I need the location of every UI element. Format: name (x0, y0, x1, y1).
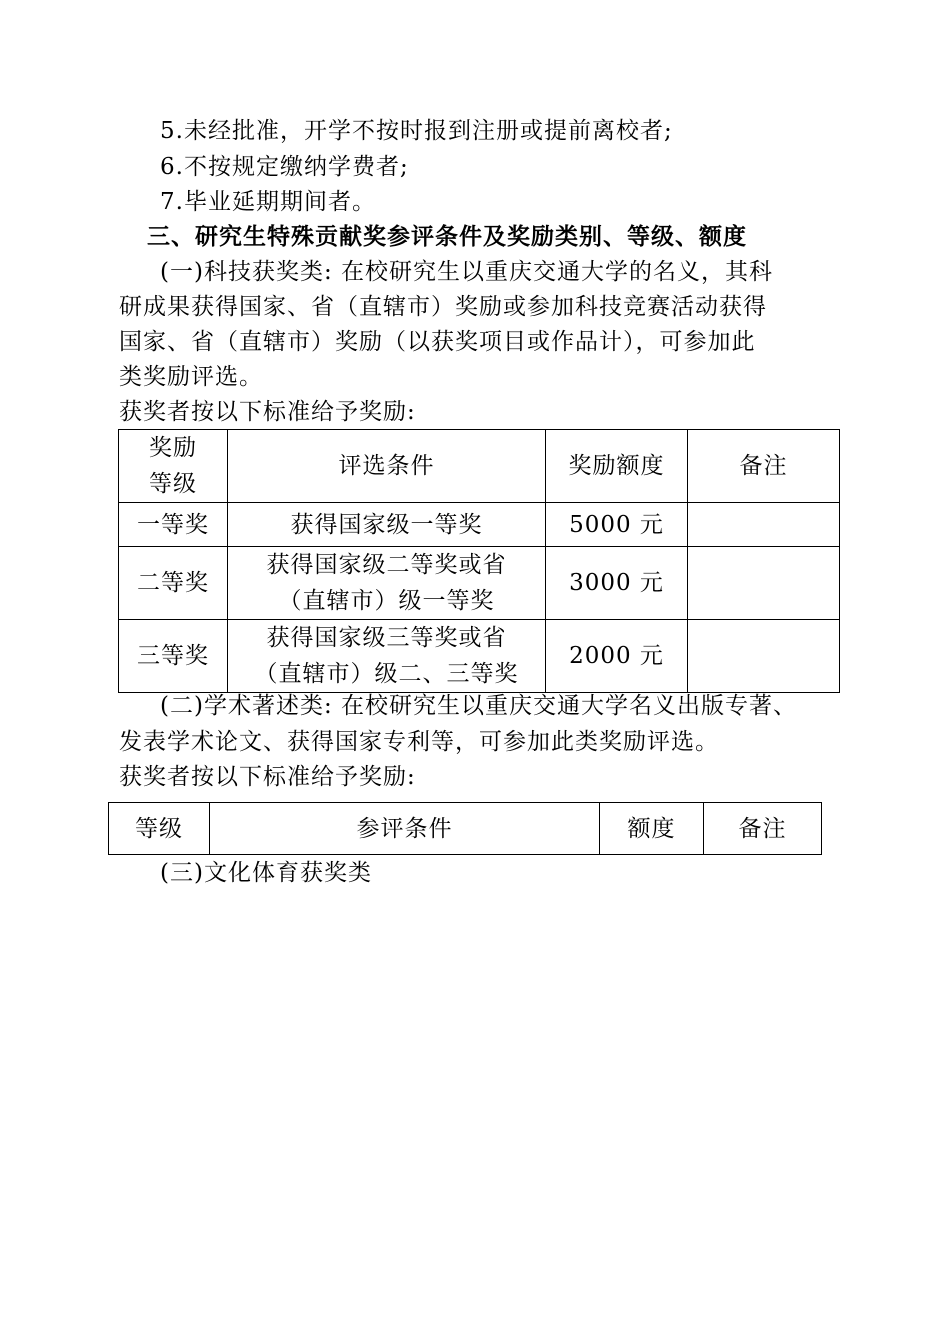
row-grade: 三等奖 (119, 620, 228, 693)
row-condition-line-2: （直辖市）级一等奖 (278, 588, 495, 614)
row-condition (228, 503, 546, 547)
table-row (119, 547, 840, 620)
header-condition: 参评条件 (210, 803, 600, 855)
row-amount: 5000 元 (546, 503, 688, 547)
header-grade: 等级 (109, 803, 210, 855)
list-item-6: 6.不按规定缴纳学费者; (160, 154, 409, 180)
culture-sports-title: (三)文化体育获奖类 (160, 860, 372, 886)
row-condition-line-2: （直辖市）级二、三等奖 (254, 661, 519, 687)
row-amount: 3000 元 (546, 547, 688, 620)
sci-tech-intro-line-1: (一)科技获奖类: 在校研究生以重庆交通大学的名义，其科 (160, 259, 774, 285)
academic-intro-line-1: (二)学术著述类: 在校研究生以重庆交通大学名义出版专著、 (160, 693, 798, 719)
header-amount: 奖励额度 (546, 430, 688, 503)
header-condition: 评选条件 (228, 430, 546, 503)
section-heading: 三、研究生特殊贡献奖参评条件及奖励类别、等级、额度 (147, 224, 747, 250)
header-amount: 额度 (600, 803, 704, 855)
row-grade: 一等奖 (119, 503, 228, 547)
sci-tech-intro-line-4: 类奖励评选。 (119, 364, 263, 390)
list-item-7: 7.毕业延期期间者。 (160, 189, 376, 215)
header-grade-line-2: 等级 (149, 471, 197, 497)
table-header-row (119, 430, 840, 503)
table-header-row (109, 803, 822, 855)
table-row (119, 620, 840, 693)
academic-intro-line-2: 发表学术论文、获得国家专利等，可参加此类奖励评选。 (119, 729, 719, 755)
header-remark: 备注 (688, 430, 840, 503)
sci-tech-standard-text: 获奖者按以下标准给予奖励: (119, 399, 416, 425)
sci-tech-intro-line-2: 研成果获得国家、省（直辖市）奖励或参加科技竞赛活动获得 (119, 294, 767, 320)
sci-tech-award-table (118, 429, 840, 693)
table-row (119, 503, 840, 547)
row-condition-line-1: 获得国家级二等奖或省 (266, 552, 507, 578)
academic-award-table (108, 802, 822, 855)
row-remark (688, 547, 840, 620)
header-grade-line-1: 奖励 (149, 435, 197, 461)
row-condition-line-1: 获得国家级三等奖或省 (266, 625, 507, 651)
list-item-5: 5.未经批准，开学不按时报到注册或提前离校者; (160, 118, 673, 144)
row-remark (688, 620, 840, 693)
row-condition (228, 547, 546, 620)
header-remark: 备注 (704, 803, 822, 855)
row-remark (688, 503, 840, 547)
row-amount: 2000 元 (546, 620, 688, 693)
sci-tech-intro-line-3: 国家、省（直辖市）奖励（以获奖项目或作品计），可参加此 (119, 329, 756, 355)
academic-standard-text: 获奖者按以下标准给予奖励: (119, 764, 416, 790)
row-condition-line-1: 获得国家级一等奖 (290, 511, 483, 538)
row-condition (228, 620, 546, 693)
row-grade: 二等奖 (119, 547, 228, 620)
header-grade (119, 430, 228, 503)
